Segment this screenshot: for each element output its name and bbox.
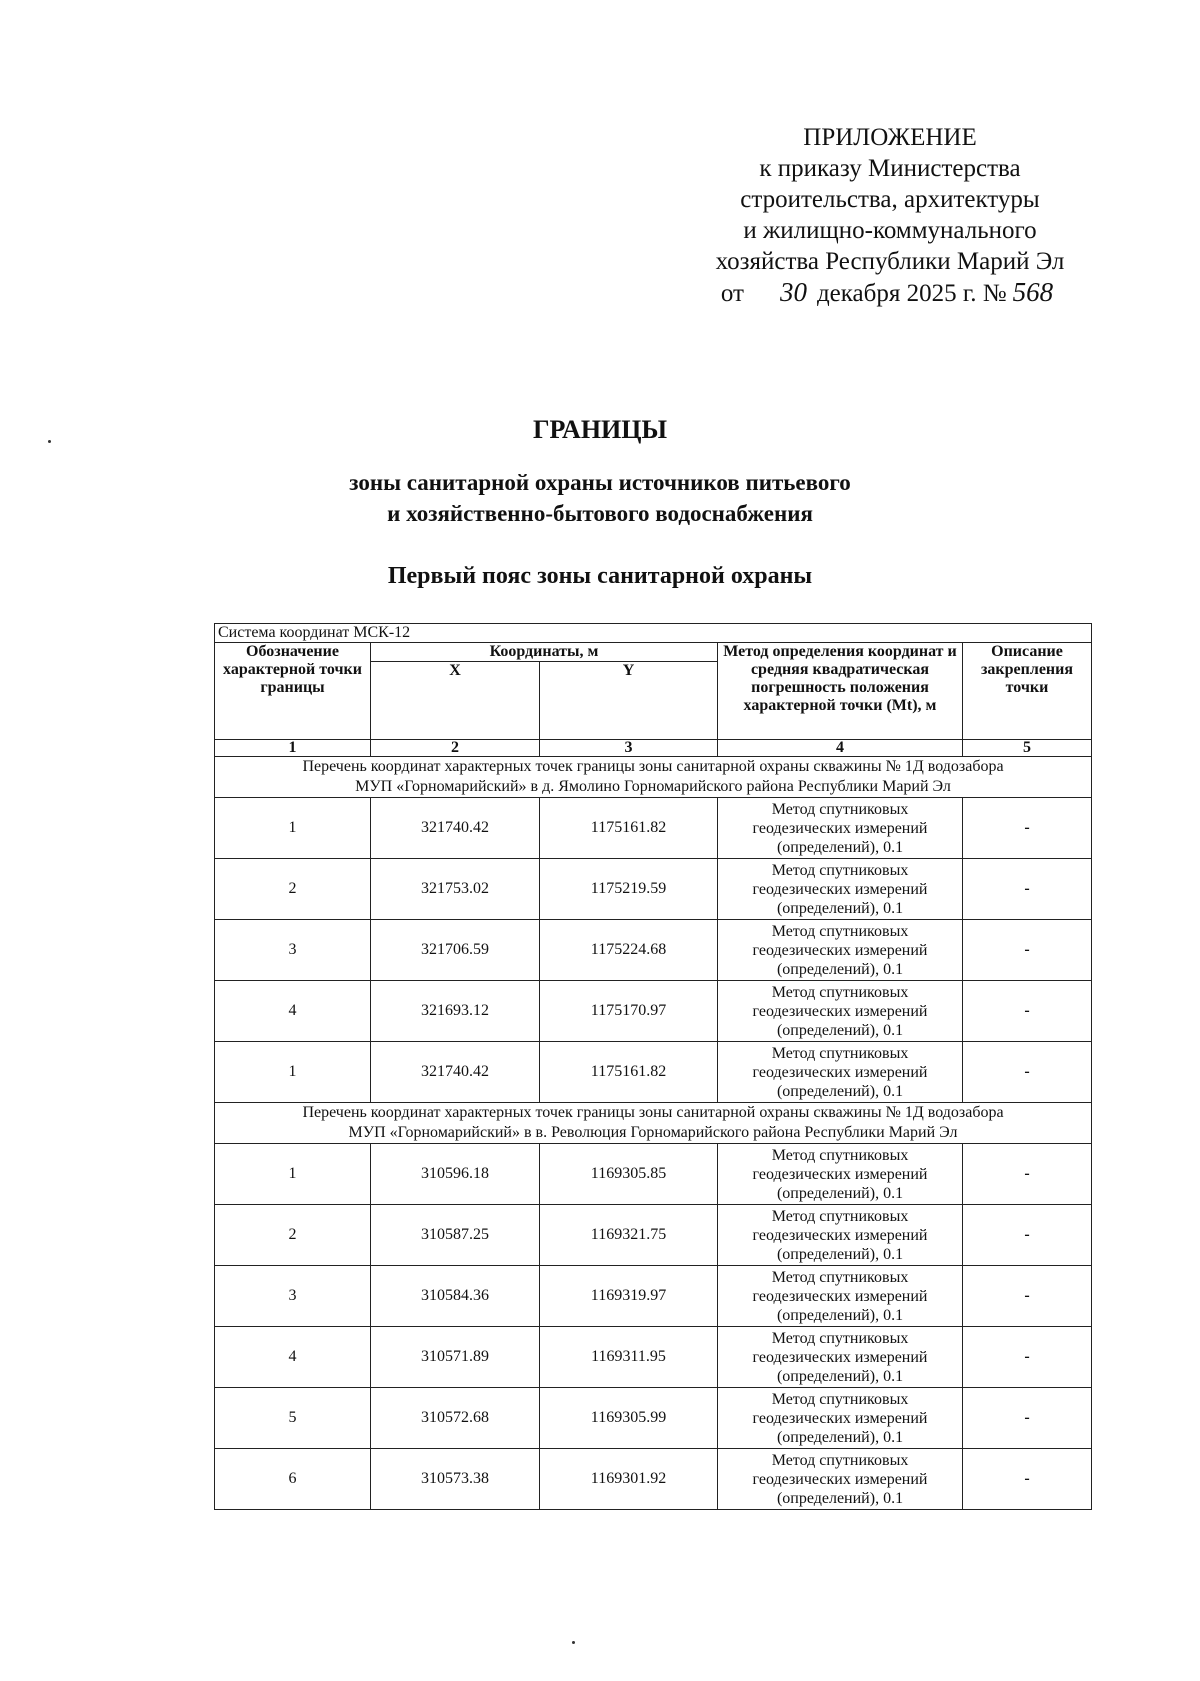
method-cell: Метод спутниковых геодезических измерений (определений), 0.1 xyxy=(718,1388,963,1449)
point-cell: 1 xyxy=(215,1144,371,1205)
description-cell: - xyxy=(963,1266,1092,1327)
header-description: Описание закрепления точки xyxy=(963,643,1092,740)
description-cell: - xyxy=(963,920,1092,981)
group-title-line: МУП «Горномарийский» в д. Ямолино Горномарийского района Республики Марий Эл xyxy=(355,778,951,795)
header-y: Y xyxy=(540,662,718,740)
column-number: 2 xyxy=(371,740,540,757)
y-cell: 1175219.59 xyxy=(540,859,718,920)
y-cell: 1175224.68 xyxy=(540,920,718,981)
group-title xyxy=(215,1103,1092,1144)
y-cell: 1169321.75 xyxy=(540,1205,718,1266)
document-title: ГРАНИЦЫ xyxy=(532,415,668,444)
table-row xyxy=(215,798,1092,859)
table-row xyxy=(215,1449,1092,1510)
column-number: 3 xyxy=(540,740,718,757)
table-row xyxy=(215,1388,1092,1449)
header-method: Метод определения координат и средняя квадратическая погрешность положения характерной точки (Mt), м xyxy=(718,643,963,740)
method-cell: Метод спутниковых геодезических измерений (определений), 0.1 xyxy=(718,1042,963,1103)
y-cell: 1169301.92 xyxy=(540,1449,718,1510)
appendix-line: хозяйства Республики Марий Эл xyxy=(715,248,1065,275)
document-subtitle xyxy=(0,467,1200,529)
x-cell: 310587.25 xyxy=(371,1205,540,1266)
header-x: X xyxy=(371,662,540,740)
y-cell: 1169311.95 xyxy=(540,1327,718,1388)
x-cell: 310571.89 xyxy=(371,1327,540,1388)
x-cell: 310584.36 xyxy=(371,1266,540,1327)
point-cell: 1 xyxy=(215,798,371,859)
group-title xyxy=(215,757,1092,798)
point-cell: 1 xyxy=(215,1042,371,1103)
method-cell: Метод спутниковых геодезических измерений (определений), 0.1 xyxy=(718,859,963,920)
point-cell: 3 xyxy=(215,920,371,981)
group-title-row xyxy=(215,757,1092,798)
x-cell: 310596.18 xyxy=(371,1144,540,1205)
description-cell: - xyxy=(963,1327,1092,1388)
scan-speck xyxy=(48,440,51,443)
column-number: 5 xyxy=(963,740,1092,757)
table-row xyxy=(215,859,1092,920)
description-cell: - xyxy=(963,1144,1092,1205)
table-row xyxy=(215,1205,1092,1266)
point-cell: 5 xyxy=(215,1388,371,1449)
method-cell: Метод спутниковых геодезических измерений (определений), 0.1 xyxy=(718,1327,963,1388)
method-cell: Метод спутниковых геодезических измерений (определений), 0.1 xyxy=(718,1205,963,1266)
order-date-line xyxy=(660,277,1120,309)
description-cell: - xyxy=(963,1449,1092,1510)
method-cell: Метод спутниковых геодезических измерений (определений), 0.1 xyxy=(718,920,963,981)
x-cell: 321740.42 xyxy=(371,1042,540,1103)
x-cell: 310572.68 xyxy=(371,1388,540,1449)
description-cell: - xyxy=(963,1042,1092,1103)
method-cell: Метод спутниковых геодезических измерений (определений), 0.1 xyxy=(718,1449,963,1510)
description-cell: - xyxy=(963,798,1092,859)
method-cell: Метод спутниковых геодезических измерений (определений), 0.1 xyxy=(718,1266,963,1327)
table-row xyxy=(215,1144,1092,1205)
coordinates-table xyxy=(214,623,1092,1510)
x-cell: 321740.42 xyxy=(371,798,540,859)
appendix-line: ПРИЛОЖЕНИЕ xyxy=(803,124,977,151)
scan-speck xyxy=(572,1641,575,1644)
x-cell: 321706.59 xyxy=(371,920,540,981)
y-cell: 1169305.99 xyxy=(540,1388,718,1449)
table-row xyxy=(215,920,1092,981)
table-row xyxy=(215,1042,1092,1103)
section-title: Первый пояс зоны санитарной охраны xyxy=(387,563,813,589)
table-row xyxy=(215,1327,1092,1388)
header-coordinates: Координаты, м xyxy=(371,643,718,662)
x-cell: 321753.02 xyxy=(371,859,540,920)
group-title-line: Перечень координат характерных точек границы зоны санитарной охраны скважины № 1Д водозабора xyxy=(302,1104,1004,1121)
table-body xyxy=(215,757,1092,1510)
appendix-line: к приказу Министерства xyxy=(759,155,1021,182)
coordinate-system: Система координат МСК-12 xyxy=(215,624,1092,643)
appendix-line: и жилищно-коммунального xyxy=(743,217,1037,244)
description-cell: - xyxy=(963,1205,1092,1266)
group-title-row xyxy=(215,1103,1092,1144)
y-cell: 1169305.85 xyxy=(540,1144,718,1205)
column-number: 1 xyxy=(215,740,371,757)
description-cell: - xyxy=(963,1388,1092,1449)
handwritten-day: 30 xyxy=(779,277,807,307)
point-cell: 6 xyxy=(215,1449,371,1510)
subtitle-line: зоны санитарной охраны источников питьевого xyxy=(349,470,851,495)
group-title-line: Перечень координат характерных точек границы зоны санитарной охраны скважины № 1Д водозабора xyxy=(302,758,1004,775)
method-cell: Метод спутниковых геодезических измерений (определений), 0.1 xyxy=(718,798,963,859)
method-cell: Метод спутниковых геодезических измерений (определений), 0.1 xyxy=(718,981,963,1042)
y-cell: 1175170.97 xyxy=(540,981,718,1042)
handwritten-order-number: 568 xyxy=(1012,277,1054,307)
x-cell: 321693.12 xyxy=(371,981,540,1042)
description-cell: - xyxy=(963,859,1092,920)
table-row xyxy=(215,1266,1092,1327)
point-cell: 2 xyxy=(215,859,371,920)
appendix-line: строительства, архитектуры xyxy=(740,186,1040,213)
point-cell: 4 xyxy=(215,1327,371,1388)
point-cell: 3 xyxy=(215,1266,371,1327)
appendix-block xyxy=(660,122,1120,309)
column-number: 4 xyxy=(718,740,963,757)
table-row xyxy=(215,981,1092,1042)
method-cell: Метод спутниковых геодезических измерений (определений), 0.1 xyxy=(718,1144,963,1205)
date-rest: декабря 2025 г. № xyxy=(816,280,1007,307)
point-cell: 4 xyxy=(215,981,371,1042)
date-prefix: от xyxy=(720,280,744,307)
y-cell: 1175161.82 xyxy=(540,1042,718,1103)
y-cell: 1175161.82 xyxy=(540,798,718,859)
subtitle-line: и хозяйственно-бытового водоснабжения xyxy=(387,501,813,526)
x-cell: 310573.38 xyxy=(371,1449,540,1510)
y-cell: 1169319.97 xyxy=(540,1266,718,1327)
point-cell: 2 xyxy=(215,1205,371,1266)
group-title-line: МУП «Горномарийский» в в. Революция Горномарийского района Республики Марий Эл xyxy=(348,1124,958,1141)
header-point: Обозначение характерной точки границы xyxy=(215,643,371,740)
description-cell: - xyxy=(963,981,1092,1042)
